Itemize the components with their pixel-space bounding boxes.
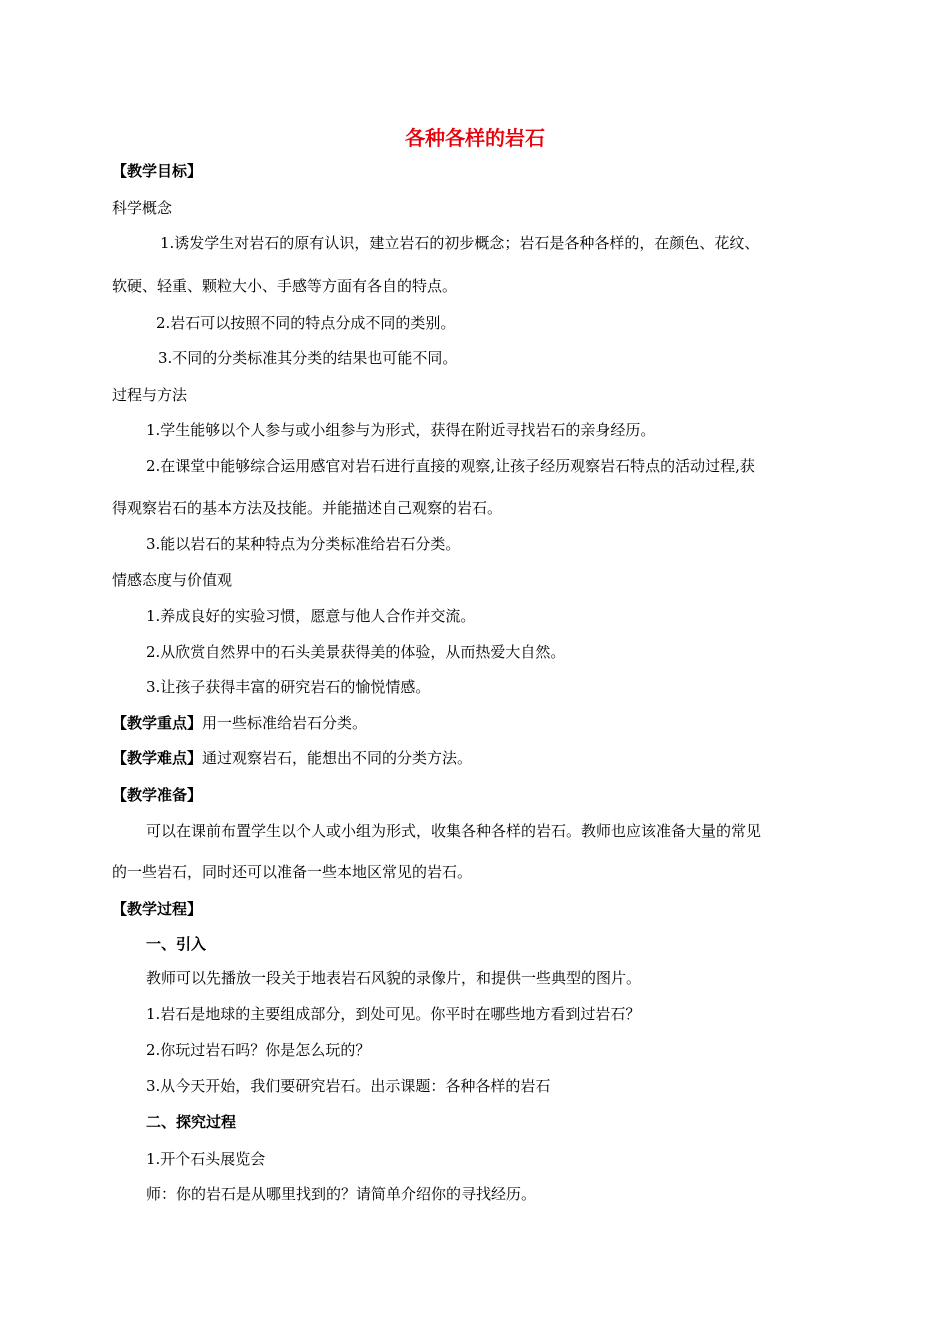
difficult-point-label: 【教学难点】: [112, 749, 203, 767]
intro-line-3: 2.你玩过岩石吗？你是怎么玩的？: [146, 1041, 371, 1059]
process-item-3: 3.能以岩石的某种特点为分类标准给岩石分类。: [146, 535, 461, 553]
process-item-2: 2.在课堂中能够综合运用感官对岩石进行直接的观察,让孩子经历观察岩石特点的活动过程,获: [146, 457, 755, 475]
section-heading-preparation: 【教学准备】: [112, 786, 203, 804]
procedure-heading-intro: 一、引入: [146, 935, 207, 953]
procedure-heading-explore: 二、探究过程: [146, 1113, 237, 1131]
intro-line-2: 1.岩石是地球的主要组成部分，到处可见。你平时在哪些地方看到过岩石？: [146, 1005, 641, 1023]
difficult-point-text: 通过观察岩石，能想出不同的分类方法。: [202, 749, 473, 767]
subheading-attitude: 情感态度与价值观: [112, 571, 233, 589]
concept-item-1-continued: 软硬、轻重、颗粒大小、手感等方面有各自的特点。: [112, 277, 458, 295]
key-point: [112, 713, 367, 733]
intro-line-1: 教师可以先播放一段关于地表岩石风貌的录像片，和提供一些典型的图片。: [146, 969, 642, 987]
subheading-process: 过程与方法: [112, 386, 188, 404]
explore-line-1: 1.开个石头展览会: [146, 1150, 266, 1168]
attitude-item-1: 1.养成良好的实验习惯，愿意与他人合作并交流。: [146, 607, 476, 625]
process-item-1: 1.学生能够以个人参与或小组参与为形式，获得在附近寻找岩石的亲身经历。: [146, 421, 656, 439]
attitude-item-2: 2.从欣赏自然界中的石头美景获得美的体验，从而热爱大自然。: [146, 643, 566, 661]
attitude-item-3: 3.让孩子获得丰富的研究岩石的愉悦情感。: [146, 678, 431, 696]
key-point-text: 用一些标准给岩石分类。: [202, 714, 368, 732]
difficult-point: [112, 748, 472, 768]
concept-item-1: 1.诱发学生对岩石的原有认识，建立岩石的初步概念；岩石是各种各样的，在颜色、花纹、: [160, 234, 760, 252]
section-heading-procedure: 【教学过程】: [112, 900, 203, 918]
preparation-line-2: 的一些岩石，同时还可以准备一些本地区常见的岩石。: [112, 863, 473, 881]
subheading-concept: 科学概念: [112, 199, 173, 217]
section-heading-objectives: 【教学目标】: [112, 162, 203, 180]
key-point-label: 【教学重点】: [112, 714, 203, 732]
preparation-line-1: 可以在课前布置学生以个人或小组为形式，收集各种各样的岩石。教师也应该准备大量的常见: [146, 822, 762, 840]
intro-line-4: 3.从今天开始，我们要研究岩石。出示课题：各种各样的岩石: [146, 1077, 551, 1095]
concept-item-2: 2.岩石可以按照不同的特点分成不同的类别。: [156, 314, 456, 332]
document-title: 各种各样的岩石: [405, 126, 545, 150]
explore-line-2: 师：你的岩石是从哪里找到的？请简单介绍你的寻找经历。: [146, 1185, 537, 1203]
concept-item-3: 3.不同的分类标准其分类的结果也可能不同。: [158, 349, 458, 367]
process-item-2-continued: 得观察岩石的基本方法及技能。并能描述自己观察的岩石。: [112, 499, 503, 517]
